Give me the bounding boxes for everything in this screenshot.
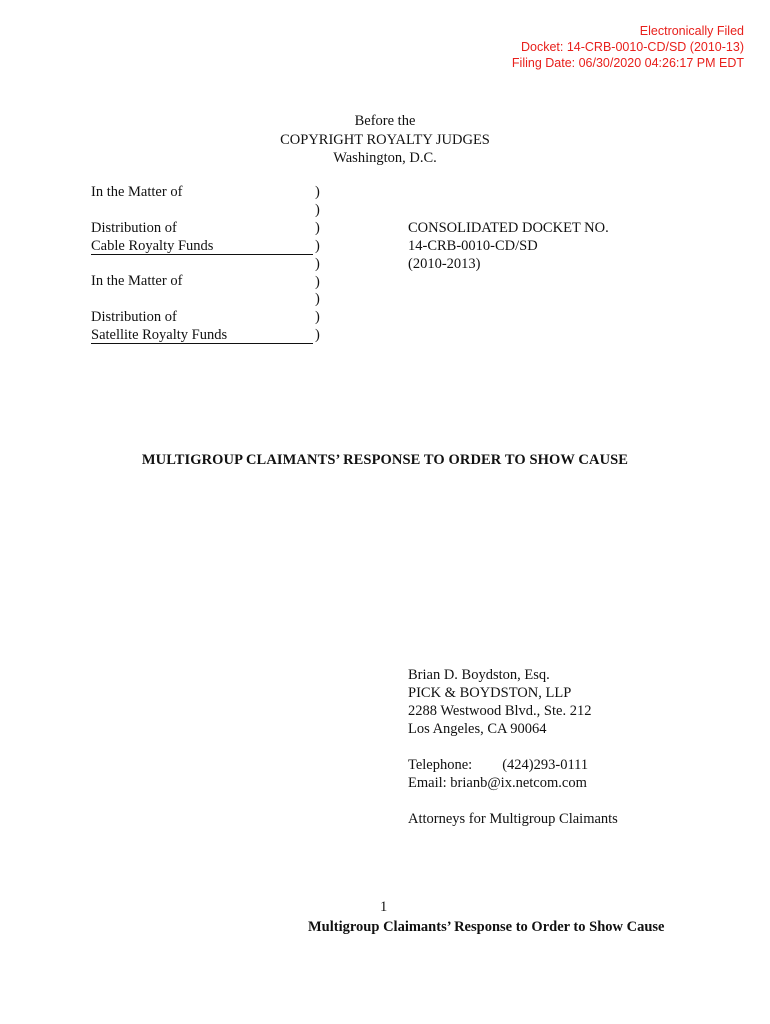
- electronic-filing-stamp: [512, 23, 744, 71]
- court-heading-before: Before the: [354, 113, 416, 129]
- counsel-address-street: 2288 Westwood Blvd., Ste. 212: [408, 703, 592, 719]
- counsel-block: [408, 666, 618, 828]
- caption-distribution-cable: Distribution of: [91, 220, 177, 236]
- footer-title: Multigroup Claimants’ Response to Order to Show Cause: [308, 919, 665, 935]
- caption-paren: ): [315, 220, 320, 236]
- docket-years: (2010-2013): [408, 256, 481, 272]
- counsel-telephone: [408, 756, 618, 774]
- page-number: 1: [380, 899, 388, 915]
- stamp-filing-date: Filing Date: 06/30/2020 04:26:17 PM EDT: [511, 56, 744, 70]
- caption-paren: ): [315, 238, 320, 254]
- caption-paren: ): [315, 202, 320, 218]
- counsel-role: Attorneys for Multigroup Claimants: [408, 811, 618, 827]
- caption-paren: ): [315, 309, 320, 325]
- caption-cable-funds: [91, 237, 313, 255]
- caption-matter-cable: In the Matter of: [91, 184, 183, 200]
- court-heading: [0, 112, 770, 168]
- document-title: MULTIGROUP CLAIMANTS’ RESPONSE TO ORDER TO SHOW CAUSE: [141, 452, 629, 468]
- counsel-spacer: [408, 792, 618, 810]
- caption-paren: ): [315, 291, 320, 307]
- court-heading-name: COPYRIGHT ROYALTY JUDGES: [280, 131, 490, 148]
- caption-satellite-funds: [91, 326, 313, 344]
- docket-number: 14-CRB-0010-CD/SD: [408, 238, 538, 254]
- caption-matter-satellite: In the Matter of: [91, 273, 183, 289]
- stamp-docket: Docket: 14-CRB-0010-CD/SD (2010-13): [520, 40, 744, 54]
- counsel-address-city: Los Angeles, CA 90064: [408, 721, 547, 737]
- stamp-filed-label: Electronically Filed: [639, 24, 744, 38]
- caption-paren: ): [315, 256, 320, 272]
- court-heading-location: Washington, D.C.: [333, 150, 437, 166]
- caption-satellite-funds-text: Satellite Royalty Funds: [91, 327, 313, 344]
- telephone-number: (424)293-0111: [502, 757, 589, 773]
- caption-paren: ): [315, 274, 320, 290]
- docket-label: CONSOLIDATED DOCKET NO.: [408, 220, 609, 236]
- caption-distribution-satellite: Distribution of: [91, 309, 177, 325]
- telephone-label: Telephone:: [408, 757, 473, 773]
- counsel-firm: PICK & BOYDSTON, LLP: [408, 685, 572, 701]
- caption-paren: ): [315, 327, 320, 343]
- caption-cable-funds-text: Cable Royalty Funds: [91, 238, 313, 255]
- caption-paren: ): [315, 184, 320, 200]
- counsel-name: Brian D. Boydston, Esq.: [408, 667, 550, 683]
- counsel-spacer: [408, 738, 618, 756]
- counsel-email: Email: brianb@ix.netcom.com: [408, 775, 587, 791]
